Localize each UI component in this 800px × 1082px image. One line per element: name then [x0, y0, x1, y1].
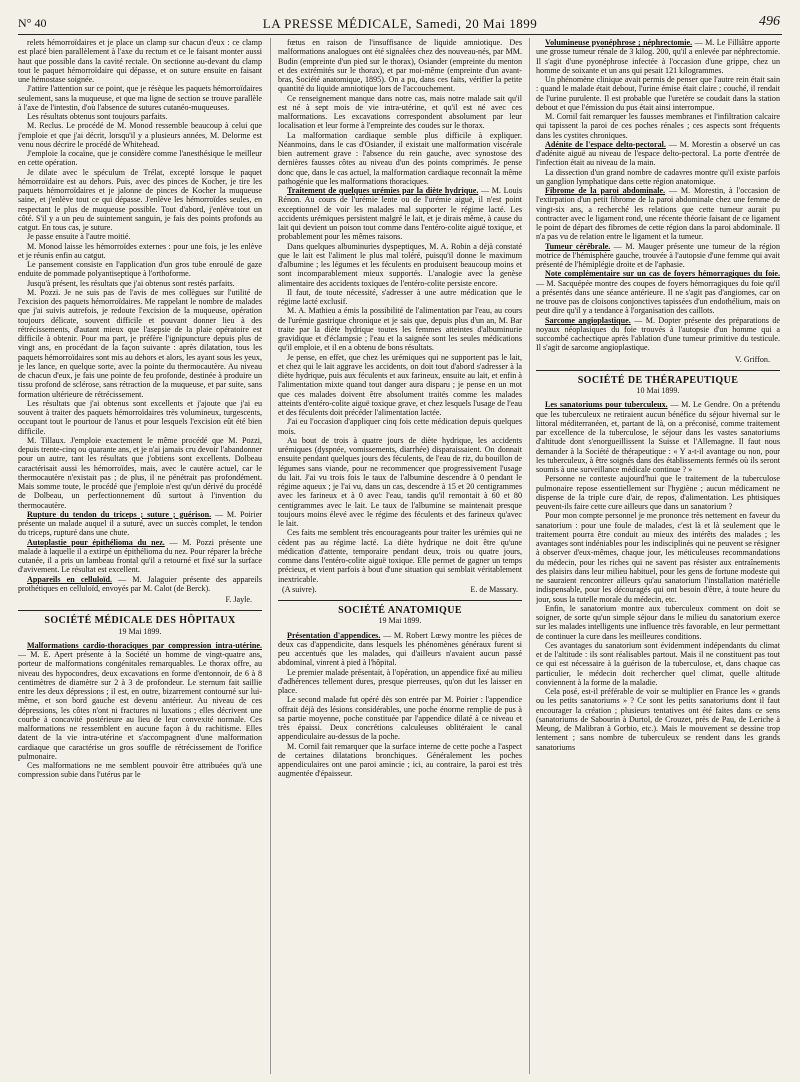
section-rule — [278, 600, 522, 601]
paragraph: Ces avantages du sanatorium sont évidemment indépendants du climat et de l'altitude : ils sont réalisables partout. Mais il ne constituent pas tout ce qui est nécessaire à la guérison de la tuberculose, et, dans chaque cas particulier, le médecin doit rechercher quel climat, quelle altitude conviennent à la forme de la maladie. — [536, 640, 780, 687]
paragraph: Dans quelques albuminuries dyspeptiques, M. A. Robin a déjà constaté que le lait est l'aliment le plus mal toléré, puisqu'il donne le maximum d'albumine ; les légumes et les féculents en produisent beaucoup moins et sont incomparablement mieux supportés. L'analogie avec la genèse alimentaire des accidents toxiques de l'entéro-colite persiste encore. — [278, 241, 522, 288]
paragraph: M. Cornil fait remarquer les fausses membranes et l'infiltration calcaire qui tapissent la paroi de ces poches rénales ; ces aspects sont fréquents dans les cystites chroniques. — [536, 112, 780, 140]
column-2 — [278, 38, 522, 1076]
to-be-continued: (A suivre). — [282, 584, 317, 594]
paragraph-title: Malformations cardio-thoraciques par compression intra-utérine. — [27, 640, 262, 650]
paragraph: Un phénomène clinique avait permis de penser que l'autre rein était sain : quand le malade était debout, l'urine émise était claire ; couché, il rendait de l'urine purulente. Il est probable que l'uretère se coudait dans la station debout et que l'émission du pus était ainsi interrompue. — [536, 75, 780, 112]
paragraph: Note complémentaire sur un cas de foyers hémorragiques du foie. — M. Sacquépée montre des coupes de foyers hémorragiques du foie qu'il a présentés dans une séance antérieure. Il ne s'agit pas d'angiomes, car on ne trouve pas de cloisons conjonctives tapissées d'un endothélium, mais on peut dire qu'il y a tendance à l'organisation des caillots. — [536, 269, 780, 316]
paragraph: Le pansement consiste en l'application d'un gros tube enroulé de gaze enduite de pommade polyantiseptique à l'orthoforme. — [18, 260, 262, 279]
paragraph: M. Cornil fait remarquer que la surface interne de cette poche a l'aspect de certaines dilatations bronchiques. Généralement les poches appendiculaires ont une paroi amincie ; ici, au contraire, la paroi est très augmentée d'épaisseur. — [278, 741, 522, 779]
paragraph: Je dilate avec le spéculum de Trélat, excepté lorsque le paquet hémorroïdaire est au dehors. Puis, avec des pinces de Kocher, je tire les paquets hémorroïdaires et je jalonne de pinces de Kocher la muqueuse saine, et j'enlève tout ce qui dépasse. J'enlève les hémorroïdes seules, en respectant le plus de muqueuse possible. Tout d'abord, j'enlève tout un côté. S'il y a un peu de suintement sanguin, je fais des points profonds au catgut. En tous cas, je suture. — [18, 167, 262, 232]
paragraph-title: Rupture du tendon du triceps ; suture ; guérison. — [27, 509, 212, 519]
column-1 — [18, 38, 262, 1076]
paragraph: Malformations cardio-thoraciques par compression intra-utérine. — M. E. Apert présente à la Société un homme de vingt-quatre ans, porteur de malformations congénitales remarquables. Le thorax offre, au niveau des hypocondres, deux excavations en forme d'entonnoir, de 6 à 8 centimètres de diamètre sur 2 à 3 de profondeur. Le sternum fait saillie entre les deux dépressions ; il est, en outre, bizarrement contourné sur lui-même, et son bord gauche est devenu antérieur. Au niveau de ces dépressions, les côtes n'ont ni fractures ni luxations ; elles décrivent une courbe à concavité postérieure au lieu de leur convexité normale. Ces malformations ne ressemblent en aucune façon à du rachitisme. Elles datent de la vie intra-utérine et s'accompagnent d'une malformation cardiaque que caractérise un gros souffle de rétrécissement de l'orifice pulmonaire. — [18, 640, 262, 761]
paragraph: Le premier malade présentait, à l'opération, un appendice fixé au milieu d'adhérences tellement dures, presque pierreuses, qu'on dut les laisser en place. — [278, 667, 522, 695]
page-number: 496 — [759, 14, 780, 29]
signature-line — [278, 585, 522, 594]
paragraph-title: Sarcome angioplastique. — [545, 315, 631, 325]
paragraph-title: Volumineuse pyonéphrose ; néphrectomie. — [545, 38, 693, 47]
paragraph: M. Tillaux. J'emploie exactement le même procédé que M. Pozzi, depuis trente-cinq ou quarante ans, et je n'ai jamais cru devoir l'abandonner pour un autre, tant les résultats que j'obtiens sont excellents. Dolbeau caractérisait aussi les hémorroïdes, mais, avec le cautère actuel, car le thermocautère n'existait pas ; de plus, il ne pénétrait pas profondément. Mais somme toute, le procédé que j'emploie n'est qu'un dérivé du procédé de Dolbeau, un perfectionnement dû surtout à l'invention du thermocautère. — [18, 435, 262, 510]
paragraph: Rupture du tendon du triceps ; suture ; guérison. — M. Poirier présente un malade auquel il a suturé, avec un succès complet, le tendon du triceps, rupturé dans une chute. — [18, 509, 262, 538]
signature: F. Jayle. — [225, 595, 252, 604]
paragraph: Je pense, en effet, que chez les urémiques qui ne supportent pas le lait, et chez qui le lait aggrave les accidents, on doit tout d'abord s'adresser à la diète hydrique, puis aux féculents et aux farineux, ensuite au lait, et enfin à l'alimentation mixte quand tout danger aura disparu ; je pense en un mot que ces malades doivent être absolument traités comme les malades atteints d'entéro-colite aiguë toxique grave, et chez lesquels l'usage de l'eau et des féculents doit précéder l'alimentation lactée. — [278, 352, 522, 417]
paragraph: Ce renseignement manque dans notre cas, mais notre malade sait qu'il est né à sept mois de vie intra-utérine, et qu'il est né avec ces malformations. Les excavations correspondent absolument par leur localisation et leur forme à l'empreinte des coudes sur le thorax. — [278, 93, 522, 131]
section-date: 19 Mai 1899. — [118, 626, 162, 636]
column-divider — [270, 38, 271, 1074]
paragraph: Appareils en celluloïd. — M. Jalaguier présente des appareils prothétiques en celluloïd, envoyés par M. Calot (de Berck). — [18, 574, 262, 593]
paragraph: Adénite de l'espace delto-pectoral. — M. Morestin a observé un cas d'adénite aiguë au niveau de l'espace delto-pectoral. La porte d'entrée de l'infection était au niveau de la main. — [536, 139, 780, 168]
paragraph: Personne ne conteste aujourd'hui que le traitement de la tuberculose pulmonaire repose essentiellement sur l'hygiène ; aucun médicament ne dispense de la triple cure d'air, de repos, d'alimentation. Les phtisiques peuvent-ils faire cette cure ailleurs que dans un sanatorium ? — [536, 474, 780, 511]
paragraph: M. A. Mathieu a émis la possibilité de l'alimentation par l'eau, au cours de l'urémie gastrique chronique et je sais que, depuis plus d'un an, M. Bar traite par la diète hydrique toutes les femmes atteintes d'albuminurie gravidique et d'éclampsie ; l'eau et la saignée sont les seules médications qu'il emploie, et il en a obtenu de bons résultats. — [278, 306, 522, 353]
paragraph: Les résultats que j'ai obtenus sont excellents et j'ajoute que j'ai eu souvent à traiter des paquets hémorroïdaires très volumineux, turgescents, occupant tout le pourtour de l'anus et pour lesquels l'excision eût été bien difficile. — [18, 398, 262, 436]
paragraph: Les sanatoriums pour tuberculeux. — M. Le Gendre. On a prétendu que les tuberculeux ne retiraient aucun bénéfice du séjour hivernal sur le littoral méditerranéen, et, partant de là, on a préconisé, comme traitement par excellence de la tuberculose, le séjour dans les vastes sanatoriums d'altitude dont s'enorgueillissent la Suisse et l'Allemagne. Il faut nous demander à la Société de thérapeutique : « Y a-t-il avantage ou non, pour les tuberculeux, à être soignés dans des établissements fermés où ils seront soumis à une surveillance médicale continue ? » — [536, 400, 780, 474]
paragraph: Je passe ensuite à l'autre moitié. — [27, 232, 131, 242]
paragraph-title: Traitement de quelques urémies par la diète hydrique. — [287, 186, 479, 195]
paragraph: M. Monod laisse les hémorroïdes externes : pour une fois, je les enlève et je réunis enfin au catgut. — [18, 241, 262, 260]
paragraph: Fibrome de la paroi abdominale. — M. Morestin, à l'occasion de l'extirpation d'un petit fibrome de la paroi abdominale chez une femme de vingt-six ans, a recherché les relations que cette tumeur aurait pu contracter avec le ligament rond, une récente théorie faisant de ce ligament le point de départ des fibromes de cette région dans la paroi abdominale. Il n'a pas vu de relation entre le ligament et la tumeur. — [536, 186, 780, 242]
section-heading: SOCIÉTÉ ANATOMIQUE — [338, 605, 462, 616]
paragraph-title: Appareils en celluloïd. — [27, 574, 113, 584]
paragraph: Il faut, de toute nécessité, s'adresser à une autre médication que le régime lacté exclusif. — [278, 287, 522, 306]
paragraph: J'attire l'attention sur ce point, que je résèque les paquets hémorroïdaires seulement, sans la muqueuse, et que ma ligne de section se trouve parallèle à l'axe de l'intestin, d'où l'absence de sutures cutanéo-muqueuses. — [18, 84, 262, 112]
paragraph: Présentation d'appendices. — M. Robert Lœwy montre les pièces de deux cas d'appendicite, dans lesquels les phénomènes généraux furent si peu accentués que les malades, qui d'ailleurs n'avaient aucun passé abdominal, vinrent à pied à l'hôpital. — [278, 630, 522, 668]
paragraph: M. Pozzi. Je ne suis pas de l'avis de mes collègues sur l'utilité de l'excision des paquets hémorroïdaires. Me rappelant le nombre de malades que j'ai suivis autrefois, je redoute l'excision de la muqueuse, opération toujours délicate, souvent difficile et pouvant donner lieu à des rétrécissements, d'autant mieux que l'asepsie de la plaie opératoire est difficile à obtenir. Pour ma part, je préfère l'ignipuncture depuis plus de vingt ans, en procédant de la façon suivante : après dilatation, tous les paquets hémorroïdaires sont mis au dehors et alors, les ayant sous les yeux, je les lance, en quelque sorte, avec la pointe du thermocautère. Au niveau de chacun d'eux, je fais une pointe de feu profonde, destinée à produire un tissu profond de sclérose, sans rétraction de la muqueuse, et par suite, sans formation ultérieure de rétrécissement. — [18, 287, 262, 399]
page-header — [18, 14, 782, 35]
signature: E. de Massary. — [470, 584, 518, 594]
section-date: 19 Mai 1899. — [378, 616, 422, 626]
col2-body — [278, 38, 522, 584]
paragraph: J'ai eu l'occasion d'appliquer cinq fois cette médication depuis quelques mois. — [278, 417, 522, 436]
col1-body-2 — [18, 641, 262, 780]
paragraph-title: Note complémentaire sur un cas de foyers hémorragiques du foie. — [545, 269, 780, 279]
paragraph-title: Présentation d'appendices. — [287, 630, 381, 640]
paragraph: Les résultats obtenus sont toujours parfaits. — [27, 112, 168, 121]
paragraph-title: Fibrome de la paroi abdominale. — [545, 186, 666, 195]
paragraph: Traitement de quelques urémies par la diète hydrique. — M. Louis Rénon. Au cours de l'urémie lente ou de l'urémie aiguë, il n'est point exceptionnel de voir les malades mal supporter le régime lacté. Les accidents urémiques persistent malgré le lait, et je dirais même, à cause du lait qui devient un poison tout comme dans l'entéro-colite aiguë toxique, et probablement pour les mêmes raisons. — [278, 186, 522, 242]
paragraph: Pour mon compte personnel je me prononce très nettement en faveur du sanatorium : pour une foule de malades, c'est là et là seulement que le traitement pourra être conduit au mieux des intérêts des malades ; les avantages sont indéniables pour les indisciplinés qui ne peuvent se résigner à observer d'eux-mêmes, chaque jour, les méticuleuses recommandations du médecin, pour les riches qui ne savent pas résister aux entraînements des plaisirs dans leur milieu habituel, pour les gens de fortune modeste qui ne sauraient rencontrer ailleurs qu'au sanatorium l'installation matérielle indispensable, pour les découragés qui ont besoin d'être, à toute heure du jour, sous la tutelle morale du médecin, etc. — [536, 511, 780, 604]
section-rule — [536, 370, 780, 371]
paragraph: Tumeur cérébrale. — M. Mauger présente une tumeur de la région motrice de l'hémisphère gauche, trouvée à l'autopsie d'une femme qui avait présenté de l'hémiplégie droite et de l'aphasie. — [536, 241, 780, 269]
paragraph: Ces faits me semblent très encourageants pour traiter les urémies qui ne cèdent pas au régime lacté. La diète hydrique ne doit être qu'une médication d'attente, temporaire pendant deux, trois ou quatre jours, comme dans l'entéro-colite aiguë toxique. Elle permet de gagner un temps précieux, et vient parfois à bout d'une situation qui semblait véritablement inextricable. — [278, 528, 522, 584]
col1-body — [18, 38, 262, 593]
issue-number: N° 40 — [18, 16, 47, 30]
paragraph: Cela posé, est-il préférable de voir se multiplier en France les « grands ou les petits sanatoriums » ? Ce sont les petits sanatoriums dont il faut encourager la création ; plusieurs tentatives ont été faites dans ce sens (sanatoriums de Sabourin à Durtol, de Crouzet, près de Pau, de Leriche à Meung, de Malibran à Gorbio, etc.). Mais le mouvement se dessine trop lentement ; sans nombre de tuberculeux se rendent dans les grands sanatoriums — [536, 687, 780, 752]
paragraph-title: Les sanatoriums pour tuberculeux. — [545, 400, 668, 410]
paragraph-title: Adénite de l'espace delto-pectoral. — [545, 139, 666, 149]
paragraph: M. Reclus. Le procédé de M. Monod ressemble beaucoup à celui que j'emploie et que j'ai décrit, lorsqu'il y a plusieurs années, M. Delorme est venu nous décrire le procédé de Whitehead. — [18, 121, 262, 149]
paragraph: Au bout de trois à quatre jours de diète hydrique, les accidents urémiques (dyspnée, vomissements, diarrhée) disparaissaient. On donnait ensuite pendant quelques jours des féculents, de l'eau de riz, du bouillon de légumes sans viande, pour ne recommencer que progressivement l'usage du lait. J'ai vu trois fois le taux de l'albumine descendre à 0 pendant le régime aqueux ; je l'ai vu, dans un cas, descendre à 15 et 20 centigrammes avec les farineux et à 0 avec l'eau, tandis qu'il remontait à 60 et 80 centigrammes avec le lait. Le taux de l'albumine se maintenait presque toujours moins élevé avec le régime des féculents et des farineux qu'avec le lait. — [278, 435, 522, 528]
column-divider — [529, 38, 530, 1074]
col3-body — [536, 38, 780, 353]
section-heading: SOCIÉTÉ DE THÉRAPEUTIQUE — [577, 374, 739, 386]
paragraph: Autoplastie pour épithélioma du nez. — M. Pozzi présente une malade à laquelle il a extirpé un épithélioma du nez. Pour réparer la brèche cutanée, il a pris un lambeau frontal qu'il a retourné et fixé sur la surface d'avivement. Le résultat est excellent. — [18, 537, 262, 575]
section-rule — [18, 610, 262, 611]
paragraph: relets hémorroïdaires et je place un clamp sur chacun d'eux : ce clamp est placé bien parallèlement à l'axe du rectum et ce le faisant monter aussi haut que possible dans la cavité rectale. On sectionne au-devant du clamp tout le paquet hémorroïdaire qui dépasse, et on suture ensuite en faisant une hémostase soignée. — [18, 38, 262, 84]
col3-body-2 — [536, 400, 780, 752]
paragraph: Enfin, le sanatorium montre aux tuberculeux comment on doit se soigner, de sorte qu'un simple séjour dans le milieu du sanatorium exerce sur les malades intelligents une influence très favorable, en leur permettant de continuer la cure dans les meilleures conditions. — [536, 603, 780, 641]
journal-title: LA PRESSE MÉDICALE, Samedi, 20 Mai 1899 — [262, 16, 538, 31]
paragraph-title: Tumeur cérébrale. — [545, 241, 611, 251]
paragraph: Jusqu'à présent, les résultats que j'ai obtenus sont restés parfaits. — [27, 278, 235, 288]
paragraph: fœtus en raison de l'insuffisance de liquide amniotique. Des malformations analogues ont été signalées chez des nouveau-nés, par MM. Budin (empreinte d'un pied sur le thorax), Osiander (empreinte du menton et des extrémités sur le thorax), et par moi-même (empreinte d'un avant-bras, Société anatomique, 1895). On a pu, dans ces faits, vérifier la petite quantité du liquide amniotique lors de l'accouchement. — [278, 38, 522, 94]
paragraph: La dissection d'un grand nombre de cadavres montre qu'il existe parfois un ganglion lymphatique dans cette région anatomique. — [536, 167, 780, 186]
paragraph: La malformation cardiaque semble plus difficile à expliquer. Néanmoins, dans le cas d'Osiander, il existait une malformation viscérale bien autrement grave : l'absence du rein gauche, avec synostose des dernières fausses côtes au niveau d'un des points comprimés. Je pense donc que, dans le cas actuel, la malformation cardiaque reconnaît la même pathogénie que les malformations thoraciques. — [278, 130, 522, 186]
column-3 — [536, 38, 780, 1076]
signature: V. Griffon. — [735, 354, 770, 364]
paragraph: Ces malformations ne me semblent pouvoir être attribuées qu'à une compression subie dans l'utérus par le — [18, 761, 262, 780]
section-heading: SOCIÉTÉ MÉDICALE DES HÔPITAUX — [44, 615, 236, 627]
col2-body-2 — [278, 631, 522, 779]
paragraph: Sarcome angioplastique. — M. Dopter présente des préparations de noyaux néoplasiques du foie trouvés à l'autopsie d'un homme qui a succombé cachectique après l'ablation d'une tumeur primitive du testicule. Il s'agit de sarcome angioplastique. — [536, 315, 780, 353]
paragraph-title: Autoplastie pour épithélioma du nez. — [27, 537, 165, 547]
paragraph: Le second malade fut opéré dès son entrée par M. Poirier : l'appendice offrait déjà des lésions considérables, une poche énorme remplie de pus à sa partie moyenne, poche constituée par l'appendice dilaté à ce niveau et très épaissi. Deux concrétions calculeuses oblitéraient le canal appendiculaire au-dessus de la poche. — [278, 695, 522, 742]
paragraph: Volumineuse pyonéphrose ; néphrectomie. — M. Le Filliâtre apporte une grosse tumeur rénale de 3 kilog. 200, qu'il a enlevée par néphrectomie. Il s'agit d'une pyonéphrose infectée à l'occasion d'une grippe, chez un homme de soixante et un ans qui pesait 121 kilogrammes. — [536, 38, 780, 75]
section-date: 10 Mai 1899. — [636, 386, 680, 395]
paragraph: J'emploie la cocaïne, que je considère comme l'anesthésique le meilleur en cette opération. — [18, 149, 262, 168]
